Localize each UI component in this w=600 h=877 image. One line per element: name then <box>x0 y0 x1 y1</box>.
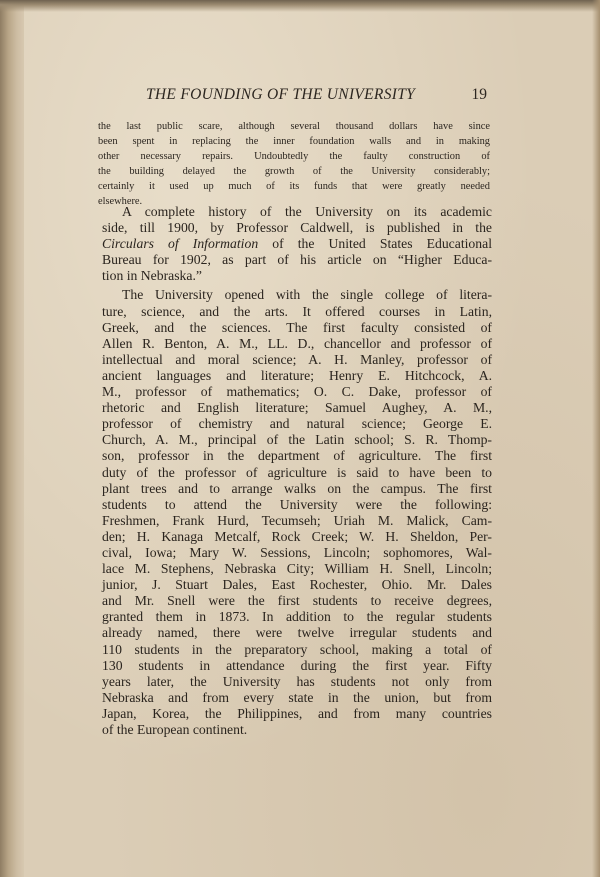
footnote-line: the building delayed the growth of the University considerably; <box>98 165 490 177</box>
paragraph-line: professor of chemistry and natural science; George E. <box>102 416 492 432</box>
paragraph-line: 110 students in the preparatory school, making a total of <box>102 641 492 657</box>
paragraph-line: den; H. Kanaga Metcalf, Rock Creek; W. H. Sheldon, Per- <box>102 528 492 544</box>
paragraph-line: intellectual and moral science; A. H. Manley, professor of <box>102 351 492 367</box>
footnote-line: the last public scare, although several thousand dollars have since <box>98 121 490 132</box>
footnote-line: been spent in replacing the inner foundation walls and in making <box>98 135 490 147</box>
paragraph-line: and Mr. Snell were the first students to receive degrees, <box>102 593 492 609</box>
paragraph-line: plant trees and to arrange walks on the campus. The first <box>102 480 492 496</box>
paragraph-line: Nebraska and from every state in the union, but from <box>102 689 492 705</box>
paragraph-line: son, professor in the department of agriculture. The first <box>102 448 492 464</box>
paragraph-line: of the European continent. <box>102 722 248 737</box>
paragraph-line: ture, science, and the arts. It offered courses in Latin, <box>102 303 492 319</box>
paragraph-line: cival, Iowa; Mary W. Sessions, Lincoln; sophomores, Wal- <box>102 544 492 560</box>
page-header <box>100 86 495 108</box>
paragraph-line: The University opened with the single college of litera- <box>122 287 492 303</box>
paragraph-line-rest: of the United States Educational <box>258 236 492 252</box>
paragraph-line: granted them in 1873. In addition to the regular students <box>102 609 492 625</box>
paragraph-line: tion in Nebraska.” <box>102 268 202 284</box>
paragraph-line: Japan, Korea, the Philippines, and from many countries <box>102 705 492 721</box>
paragraph-line: junior, J. Stuart Dales, East Rochester, Ohio. Mr. Dales <box>102 577 492 593</box>
paragraph-line: Bureau for 1902, as part of his article on “Higher Educa- <box>102 252 492 268</box>
paragraph-line: A complete history of the University on its academic <box>122 204 492 219</box>
publication-title: Circulars of Information <box>102 236 259 252</box>
paragraph-line: students to attend the University were the following: <box>102 496 492 512</box>
paragraph-line: Freshmen, Frank Hurd, Tecumseh; Uriah M. Malick, Cam- <box>102 512 492 528</box>
footnote <box>98 120 490 209</box>
footnote-line: certainly it used up much of its funds that were greatly needed <box>98 180 490 192</box>
page-right-edge <box>592 0 600 877</box>
paragraph-opening <box>102 287 492 738</box>
paragraph-line: duty of the professor of agriculture is said to have been to <box>102 464 492 480</box>
paragraph-line: M., professor of mathematics; O. C. Dake, professor of <box>102 384 492 400</box>
paragraph-line: ancient languages and literature; Henry E. Hitchcock, A. <box>102 367 492 383</box>
paragraph-line: years later, the University has students not only from <box>102 673 492 689</box>
paragraph-line: lace M. Stephens, Nebraska City; William H. Snell, Lincoln; <box>102 561 492 577</box>
paragraph-line: already named, there were twelve irregular students and <box>102 625 492 641</box>
paragraph-line <box>102 236 492 252</box>
paragraph-history <box>102 204 492 284</box>
paragraph-line: side, till 1900, by Professor Caldwell, is published in the <box>102 220 492 236</box>
footnote-line: other necessary repairs. Undoubtedly the faulty construction of <box>98 150 490 162</box>
running-head: THE FOUNDING OF THE UNIVERSITY <box>146 86 416 103</box>
paragraph-line: 130 students in attendance during the first year. Fifty <box>102 657 492 673</box>
paragraph-line: Allen R. Benton, A. M., LL. D., chancellor and professor of <box>102 335 492 351</box>
book-gutter <box>0 0 24 877</box>
paragraph-line: Greek, and the sciences. The first faculty consisted of <box>102 319 492 335</box>
body-text <box>102 204 492 738</box>
paragraph-line: rhetoric and English literature; Samuel Aughey, A. M., <box>102 400 492 416</box>
page-number: 19 <box>471 86 487 103</box>
paragraph-line: Church, A. M., principal of the Latin school; S. R. Thomp- <box>102 432 492 448</box>
footnote-line: elsewhere. <box>98 195 143 207</box>
page-top-edge <box>0 0 600 12</box>
